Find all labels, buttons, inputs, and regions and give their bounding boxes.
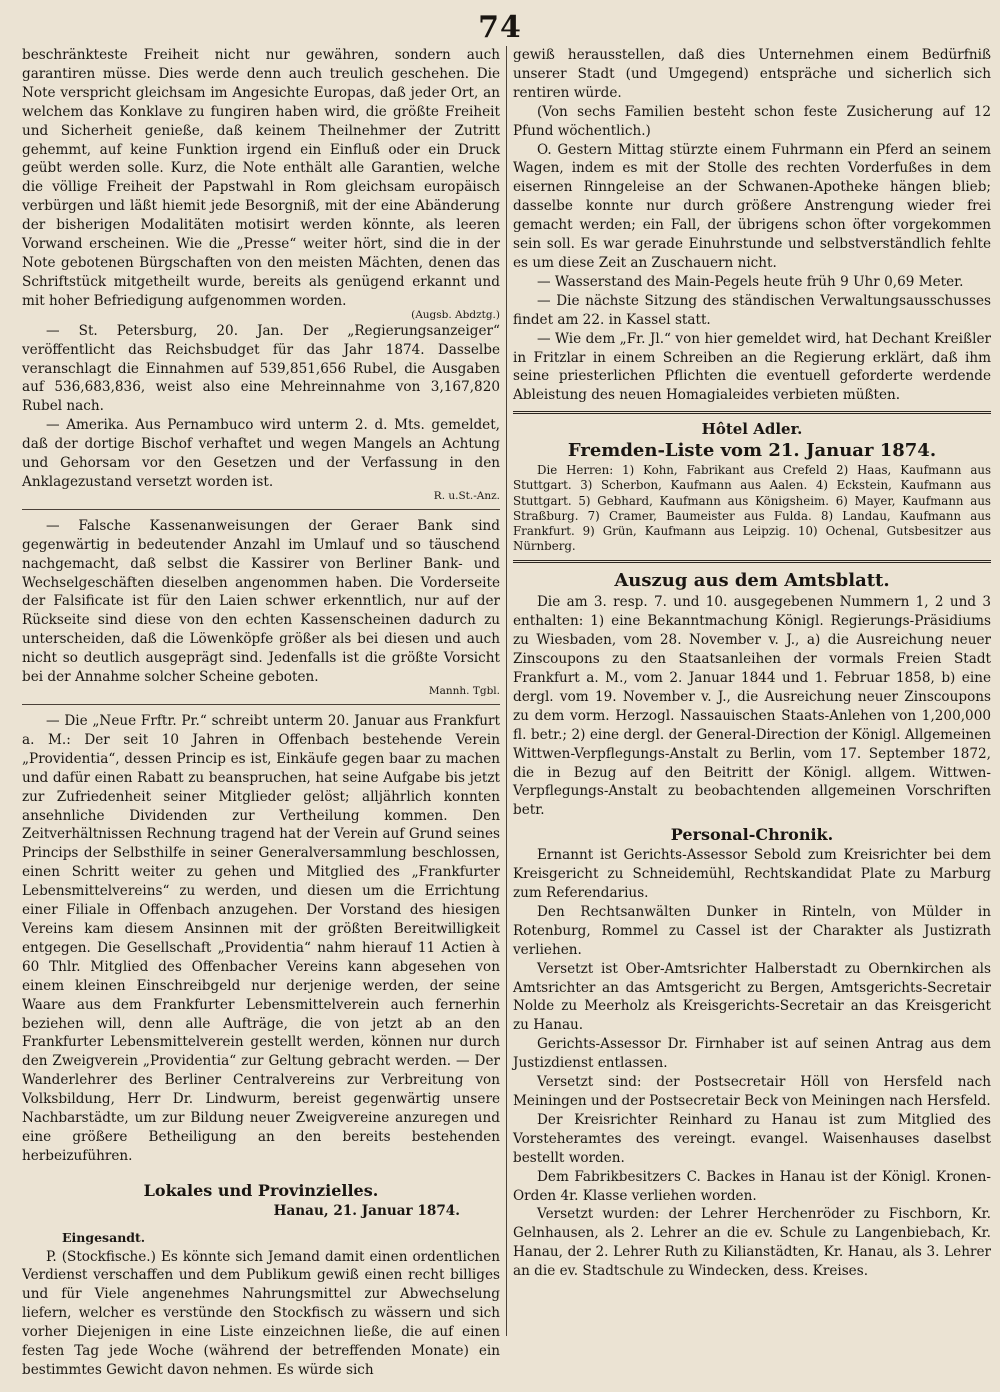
article-falsche-kassenanweisungen: — Falsche Kassenanweisungen der Geraer Bank sind gegenwärtig in bedeutender Anzahl im Umlauf und so täuschend nachgemacht, daß selbst die Kassirer von Berliner Bank- und Wechselgeschäften dieselben angenommen haben. Die Vorderseite der Falsificate ist für den Laien schwer erkenntlich, nur auf der Rückseite sind diese von den echten Kassenscheinen dadurch zu unterscheiden, daß die Löwenköpfe größer als bei diesen und auch nicht so deutlich ausgeprägt sind. Jedenfalls ist die größte Vorsicht bei der Annahme solcher Scheine geboten. (22, 517, 500, 686)
article-st-petersburg: — St. Petersburg, 20. Jan. Der „Regierungsanzeiger“ veröffentlicht das Reichsbudget für das Jahr 1874. Dasselbe veranschlagt die Einnahmen auf 539,851,656 Rubel, die Ausgaben auf 536,683,836, weist also eine Mehreinnahme von 3,167,820 Rubel nach. (22, 322, 500, 415)
personal-entry: Versetzt wurden: der Lehrer Herchenröder zu Fischborn, Kr. Gelnhausen, als 2. Lehrer an die ev. Schule zu Langenbiebach, Kr. Hanau, der 2. Lehrer Ruth zu Kilianstädten, Kr. Hanau, als 3. Lehrer an die ev. Stadtschule zu Windecken, dess. Kreises. (513, 1206, 991, 1280)
source-note: (Augsb. Abdztg.) (411, 308, 500, 321)
source-note: R. u.St.-Anz. (433, 489, 500, 502)
personal-entry: Versetzt sind: der Postsecretair Höll von Hersfeld nach Meiningen und der Postsecretair Beck von Meiningen nach Hersfeld. (513, 1074, 991, 1109)
article-horse-accident: O. Gestern Mittag stürzte einem Fuhrmann ein Pferd an seinem Wagen, indem es mit der Stolle des rechten Vorderfußes in dem eisernen Rinngeleise an der Schwanen-Apotheke hängen blieb; dasselbe konnte nur durch größere Anstrengung wieder frei gemacht werden; ein Fall, der übrigens schon öfter vorgekommen sein soll. Es war gerade Einuhrstunde und selbstverständlich fehlte es um diese Zeit an Zuschauern nicht. (513, 141, 991, 271)
article-dechant: — Wie dem „Fr. Jl.“ von hier gemeldet wird, hat Dechant Kreißler in Fritzlar in einem Schreiben an die Regierung erklärt, daß ihm seine priesterlichen Pflichten die eventuell geforderte werdende Ableistung des neuen Homagialeides verbieten müßten. (513, 330, 991, 404)
fremden-liste: Die Herren: 1) Kohn, Fabrikant aus Crefeld 2) Haas, Kaufmann aus Stuttgart. 3) Scherbon, Kaufmann aus Aalen. 4) Eckstein, Kaufmann aus Stuttgart. 5) Gebhard, Kaufmann aus Königsheim. 6) Mayer, Kaufmann aus Straßburg. 7) Cramer, Baumeister aus Fulda. 8) Landau, Kaufmann aus Frankfurt. 9) Grün, Kaufmann aus Leipzig. 10) Ochenal, Gutsbesitzer aus Nürnberg. (513, 463, 991, 554)
article-providentia: — Die „Neue Frftr. Pr.“ schreibt unterm 20. Januar aus Frankfurt a. M.: Der seit 10 Jahren in Offenbach bestehende Verein „Providentia“, dessen Princip es ist, Einkäufe gegen baar zu machen und dafür einen Rabatt zu beanspruchen, hat seine Aufgabe bis jetzt zur Zufriedenheit seiner Mitglieder gelöst; alljährlich konnten ansehnliche Dividenden zur Vertheilung kommen. Den Zeitverhältnissen Rechnung tragend hat der Verein auf Grund seines Princips der Selbsthilfe in seiner Generalversammlung beschlossen, einen Schritt weiter zu gehen und Mitglied des „Frankfurter Lebensmittelvereins“ zu werden, und diesen um die Errichtung einer Filiale in Offenbach anzugehen. Der Vorstand des hiesigen Vereins kam diesem Ansinnen mit der größten Bereitwilligkeit entgegen. Die Gesellschaft „Providentia“ nahm hierauf 11 Actien à 60 Thlr. Mitglied des Offenbacher Vereins kann abgesehen von einem kleinen Einschreibgeld nur derjenige werden, der seine Waare aus dem Frankfurter Lebensmittelverein auch fernerhin beziehen will, denn alle Aufträge, die von jetzt ab an den Frankfurter Lebensmittelverein gestellt werden, können nur durch den Zweigverein „Providentia“ zur Geltung gebracht werden. — Der Wanderlehrer des Berliner Centralvereins zur Verbreitung von Volksbildung, Herr Dr. Lindwurm, bereist gegenwärtig unsere Nachbarstädte, um zur Bildung neuer Zweigvereine anzuregen und eine größere Betheiligung an den bereits bestehenden herbeizuführen. (22, 713, 500, 1164)
article-water-level: — Wasserstand des Main-Pegels heute früh 9 Uhr 0,69 Meter. (537, 273, 964, 290)
personal-entry: Gerichts-Assessor Dr. Firnhaber ist auf seinen Antrag aus dem Justizdienst entlassen. (513, 1036, 991, 1072)
article-stockfische: P. (Stockfische.) Es könnte sich Jemand damit einen ordentlichen Verdienst verschaffen und dem Publikum gewiß einen recht billiges und für Viele angenehmes Nahrungsmittel zur Abwechselung liefern, welcher es verstünde den Stockfisch zu wässern und sich vorher Diejenigen in eine Liste einzeichnen ließe, die auf einen festen Tag jede Woche (während der betreffenden Monate) ein bestimmtes Gewicht davon nehmen. Es würde sich (22, 1248, 500, 1378)
source-note: Mannh. Tgbl. (428, 685, 500, 697)
left-column (22, 46, 500, 1380)
personal-entry: Dem Fabrikbesitzers C. Backes in Hanau ist der Königl. Kronen-Orden 4r. Klasse verliehen worden. (513, 1168, 991, 1204)
section-divider (22, 509, 500, 510)
section-divider (22, 704, 500, 705)
amtsblatt-text: Die am 3. resp. 7. und 10. ausgegebenen Nummern 1, 2 und 3 enthalten: 1) eine Bekanntmachung Königl. Regierungs-Präsidiums zu Wiesbaden, vom 28. November v. J., a) die Ausreichung neuer Zinscoupons zu den Staatsanleihen der vormals Freien Stadt Frankfurt a. M., vom 2. Januar 1844 und 1. Februar 1858, b) eine dergl. vom 19. November v. J., die Ausreichung neuer Zinscoupons zu dem vorm. Herzogl. Nassauischen Staats-Anlehen von 1,200,000 fl. betr.; 2) eine dergl. der General-Direction der Königl. Allgemeinen Wittwen-Verpflegungs-Anstalt zu Berlin, vom 17. September 1872, die in Bezug auf den Beitritt der Königl. allgem. Wittwen-Verpflegungs-Anstalt zu beobachtenden allgemeinen Vorschriften betr. (513, 594, 991, 819)
section-divider (513, 411, 991, 414)
eingesandt-label: Eingesandt. (62, 1229, 146, 1245)
dateline: Hanau, 21. Januar 1874. (273, 1202, 460, 1219)
hotel-title: Hôtel Adler. (701, 420, 803, 439)
article-papal-note: beschränkteste Freiheit nicht nur gewähren, sondern auch garantiren müsse. Dies werde denn auch treulich geschehen. Die Note verspricht gleichsam im Angesichte Europas, daß jeder Ort, an welchem das Konklave zu fungiren haben wird, die größte Freiheit und Sicherheit genieße, daß keinem Theilnehmer der Zutritt gehemmt, auf keine Funktion irgend ein Einfluß oder ein Druck geübt werden solle. Kurz, die Note enthält alle Garantien, welche die völlige Freiheit der Papstwahl in Rom gleichsam europäisch verbürgen und läßt hiemit jede Besorgniß, mit der eine Abänderung der bisherigen Modalitäten motisirt werden könnte, als leeren Vorwand erscheinen. Wie die „Presse“ weiter hört, sind die in der Note gebotenen Bürgschaften von den meisten Mächten, denen das Schriftstück mitgetheilt wurde, bereits als genügend erkannt und mit hoher Befriedigung aufgenommen worden. (22, 47, 500, 309)
article-amerika: — Amerika. Aus Pernambuco wird unterm 2. d. Mts. gemeldet, daß der dortige Bischof verhaftet und wegen Mangels an Achtung und Gehorsam vor den Gesetzen und der Verfassung in den Anklagezustand versetzt worden ist. (22, 417, 500, 490)
article-stockfische-continued: gewiß herausstellen, daß dies Unternehmen einem Bedürfniß unserer Stadt (und Umgegend) entspräche und sicherlich sich rentiren würde. (513, 47, 991, 101)
personal-entry: Ernannt ist Gerichts-Assessor Sebold zum Kreisrichter bei dem Kreisgericht zu Schneidemühl, Rechtskandidat Plate zu Marburg zum Referendarius. (513, 847, 991, 902)
personal-entry: Versetzt ist Ober-Amtsrichter Halberstadt zu Obernkirchen als Amtsrichter an das Amtsgericht zu Bergen, Amtsgerichts-Secretair Nolde zu Meerholz als Kreisgerichts-Secretair an das Kreisgericht zu Hanau. (513, 960, 991, 1034)
section-divider (513, 560, 991, 563)
right-column (513, 46, 991, 1281)
fremden-liste-title: Fremden-Liste vom 21. Januar 1874. (567, 440, 937, 462)
amtsblatt-title: Auszug aus dem Amtsblatt. (614, 570, 890, 592)
article-families-note: (Von sechs Familien besteht schon feste Zusicherung auf 12 Pfund wöchentlich.) (513, 103, 991, 139)
personal-entry: Der Kreisrichter Reinhard zu Hanau ist zum Mitglied des Vorsteheramtes des vereingt. evangel. Waisenhauses daselbst bestellt worden. (513, 1111, 991, 1166)
page-number: 74 (478, 10, 522, 45)
personal-entry: Den Rechtsanwälten Dunker in Rinteln, von Mülder in Rotenburg, Rommel zu Cassel ist der Charakter als Justizrath verliehen. (513, 903, 991, 958)
column-divider (506, 46, 507, 1336)
article-committee-meeting: — Die nächste Sitzung des ständischen Verwaltungsausschusses findet am 22. in Kassel statt. (513, 292, 991, 328)
personal-chronik-title: Personal-Chronik. (670, 825, 834, 845)
section-title-lokales: Lokales und Provinzielles. (143, 1180, 379, 1200)
